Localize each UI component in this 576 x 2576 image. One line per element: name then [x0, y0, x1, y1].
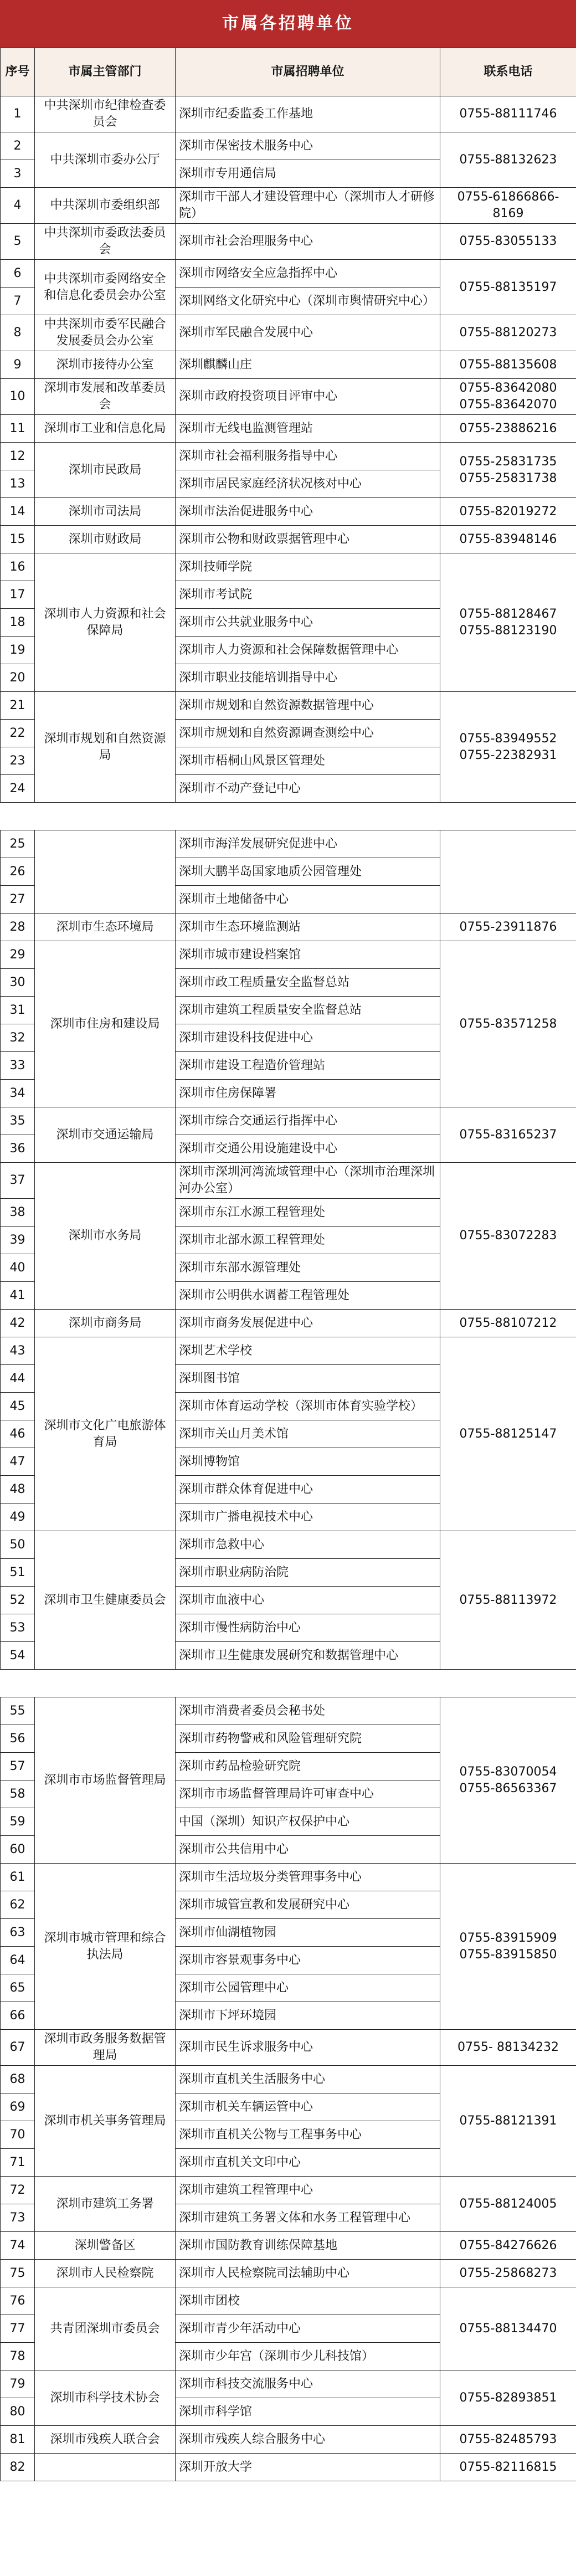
table-row — [1, 830, 576, 858]
department-cell: 中共深圳市委办公厅 — [35, 132, 176, 188]
phone-cell: 0755-88124005 — [440, 2177, 576, 2232]
table-row — [1, 443, 576, 470]
row-index: 53 — [1, 1614, 35, 1642]
phone-cell: 0755-88107212 — [440, 1310, 576, 1337]
unit-cell: 深圳市市场监督管理局许可审查中心 — [176, 1780, 440, 1808]
unit-cell: 深圳市机关车辆运管中心 — [176, 2093, 440, 2121]
phone-cell: 0755-84276626 — [440, 2232, 576, 2260]
department-cell: 中共深圳市委政法委员会 — [35, 224, 176, 260]
department-cell: 深圳市接待办公室 — [35, 351, 176, 379]
row-index: 77 — [1, 2315, 35, 2343]
row-index: 71 — [1, 2149, 35, 2177]
unit-cell: 深圳市政府投资项目评审中心 — [176, 379, 440, 415]
unit-cell: 深圳市直机关文印中心 — [176, 2149, 440, 2177]
department-cell — [35, 830, 176, 914]
department-cell: 深圳市文化广电旅游体育局 — [35, 1337, 176, 1531]
phone-cell: 0755-61866866-8169 — [440, 188, 576, 224]
row-index: 22 — [1, 720, 35, 747]
unit-cell: 深圳市专用通信局 — [176, 160, 440, 188]
row-index: 67 — [1, 2030, 35, 2066]
page-break-spacer — [1, 803, 576, 830]
phone-cell: 0755-83165237 — [440, 1107, 576, 1163]
unit-cell: 深圳市无线电监测管理站 — [176, 415, 440, 443]
row-index: 74 — [1, 2232, 35, 2260]
row-index: 5 — [1, 224, 35, 260]
phone-cell — [440, 830, 576, 914]
department-cell: 共青团深圳市委员会 — [35, 2287, 176, 2370]
row-index: 27 — [1, 886, 35, 914]
unit-cell: 深圳麒麟山庄 — [176, 351, 440, 379]
department-cell: 中共深圳市纪律检查委员会 — [35, 96, 176, 132]
row-index: 1 — [1, 96, 35, 132]
row-index: 30 — [1, 969, 35, 997]
table-row — [1, 2260, 576, 2287]
row-index: 20 — [1, 664, 35, 692]
unit-cell: 深圳市血液中心 — [176, 1587, 440, 1614]
unit-cell: 深圳市建筑工务署文体和水务工程管理中心 — [176, 2204, 440, 2232]
row-index: 37 — [1, 1163, 35, 1199]
table-row — [1, 2454, 576, 2481]
row-index: 16 — [1, 553, 35, 581]
unit-cell: 深圳市公明供水调蓄工程管理处 — [176, 1282, 440, 1310]
row-index: 61 — [1, 1864, 35, 1891]
row-index: 70 — [1, 2121, 35, 2149]
phone-cell: 0755- 88134232 — [440, 2030, 576, 2066]
row-index: 23 — [1, 747, 35, 775]
row-index: 34 — [1, 1080, 35, 1107]
unit-cell: 深圳市广播电视技术中心 — [176, 1503, 440, 1531]
department-cell: 深圳市工业和信息化局 — [35, 415, 176, 443]
table-row — [1, 1864, 576, 1891]
row-index: 2 — [1, 132, 35, 160]
row-index: 80 — [1, 2398, 35, 2426]
unit-cell: 深圳市人力资源和社会保障数据管理中心 — [176, 637, 440, 664]
unit-cell: 深圳市职业病防治院 — [176, 1559, 440, 1587]
unit-cell: 深圳市公共信用中心 — [176, 1836, 440, 1864]
unit-cell: 深圳市容景观事务中心 — [176, 1947, 440, 1974]
department-cell: 深圳市机关事务管理局 — [35, 2066, 176, 2177]
unit-cell: 深圳市慢性病防治中心 — [176, 1614, 440, 1642]
unit-cell: 深圳市青少年活动中心 — [176, 2315, 440, 2343]
unit-cell: 深圳市卫生健康发展研究和数据管理中心 — [176, 1642, 440, 1670]
department-cell: 深圳市科学技术协会 — [35, 2370, 176, 2426]
unit-cell: 深圳市药物警戒和风险管理研究院 — [176, 1725, 440, 1753]
unit-cell: 深圳市科学馆 — [176, 2398, 440, 2426]
department-cell: 深圳市水务局 — [35, 1163, 176, 1310]
unit-cell: 深圳市药品检验研究院 — [176, 1753, 440, 1780]
row-index: 33 — [1, 1052, 35, 1080]
unit-cell: 深圳市少年宫（深圳市少儿科技馆） — [176, 2343, 440, 2370]
unit-cell: 深圳市东部水源管理处 — [176, 1254, 440, 1282]
table-row — [1, 260, 576, 288]
phone-cell: 0755-25831735 0755-25831738 — [440, 443, 576, 498]
table-row — [1, 553, 576, 581]
row-index: 82 — [1, 2454, 35, 2481]
unit-cell: 深圳市规划和自然资源调查测绘中心 — [176, 720, 440, 747]
phone-cell: 0755-25868273 — [440, 2260, 576, 2287]
department-cell: 深圳市市场监督管理局 — [35, 1697, 176, 1864]
row-index: 69 — [1, 2093, 35, 2121]
table-row — [1, 96, 576, 132]
unit-cell: 深圳市网络安全应急指挥中心 — [176, 260, 440, 288]
row-index: 3 — [1, 160, 35, 188]
header-unit: 市属招聘单位 — [176, 48, 440, 96]
unit-cell: 深圳市人民检察院司法辅助中心 — [176, 2260, 440, 2287]
unit-cell: 深圳市政工程质量安全监督总站 — [176, 969, 440, 997]
unit-cell: 深圳市保密技术服务中心 — [176, 132, 440, 160]
row-index: 50 — [1, 1531, 35, 1559]
row-index: 64 — [1, 1947, 35, 1974]
department-cell: 深圳市城市管理和综合执法局 — [35, 1864, 176, 2030]
unit-cell: 深圳市深圳河湾流域管理中心（深圳市治理深圳河办公室） — [176, 1163, 440, 1199]
phone-cell: 0755-23886216 — [440, 415, 576, 443]
phone-cell: 0755-82116815 — [440, 2454, 576, 2481]
department-cell: 中共深圳市委组织部 — [35, 188, 176, 224]
table-row — [1, 1531, 576, 1559]
unit-cell: 深圳大鹏半岛国家地质公园管理处 — [176, 858, 440, 886]
row-index: 42 — [1, 1310, 35, 1337]
unit-cell: 深圳图书馆 — [176, 1365, 440, 1393]
phone-cell: 0755-88134470 — [440, 2287, 576, 2370]
unit-cell: 深圳市住房保障署 — [176, 1080, 440, 1107]
phone-cell: 0755-88111746 — [440, 96, 576, 132]
row-index: 62 — [1, 1891, 35, 1919]
unit-cell: 深圳市社会治理服务中心 — [176, 224, 440, 260]
row-index: 76 — [1, 2287, 35, 2315]
unit-cell: 深圳市民生诉求服务中心 — [176, 2030, 440, 2066]
department-cell: 深圳市政务服务数据管理局 — [35, 2030, 176, 2066]
table-row — [1, 2370, 576, 2398]
unit-cell: 深圳市消费者委员会秘书处 — [176, 1697, 440, 1725]
phone-cell: 0755-82893851 — [440, 2370, 576, 2426]
row-index: 14 — [1, 498, 35, 526]
unit-cell: 深圳艺术学校 — [176, 1337, 440, 1365]
phone-cell: 0755-83642080 0755-83642070 — [440, 379, 576, 415]
page-break-row — [1, 803, 576, 830]
unit-cell: 深圳市社会福利服务指导中心 — [176, 443, 440, 470]
department-cell: 中共深圳市委网络安全和信息化委员会办公室 — [35, 260, 176, 315]
row-index: 73 — [1, 2204, 35, 2232]
row-index: 79 — [1, 2370, 35, 2398]
unit-cell: 深圳市不动产登记中心 — [176, 775, 440, 803]
row-index: 21 — [1, 692, 35, 720]
row-index: 32 — [1, 1024, 35, 1052]
phone-cell: 0755-83949552 0755-22382931 — [440, 692, 576, 803]
unit-cell: 深圳市体育运动学校（深圳市体育实验学校） — [176, 1393, 440, 1420]
header-department: 市属主管部门 — [35, 48, 176, 96]
unit-cell: 深圳市纪委监委工作基地 — [176, 96, 440, 132]
unit-cell: 深圳市急救中心 — [176, 1531, 440, 1559]
phone-cell: 0755-88135608 — [440, 351, 576, 379]
unit-cell: 中国（深圳）知识产权保护中心 — [176, 1808, 440, 1836]
department-cell — [35, 2454, 176, 2481]
row-index: 52 — [1, 1587, 35, 1614]
department-cell: 深圳市司法局 — [35, 498, 176, 526]
department-cell: 深圳市人民检察院 — [35, 2260, 176, 2287]
table-row — [1, 1310, 576, 1337]
unit-cell: 深圳市城市建设档案馆 — [176, 941, 440, 969]
unit-cell: 深圳市建筑工程管理中心 — [176, 2177, 440, 2204]
table-body — [1, 96, 576, 2481]
table-header-row — [1, 48, 576, 96]
table-row — [1, 1107, 576, 1135]
row-index: 36 — [1, 1135, 35, 1163]
row-index: 55 — [1, 1697, 35, 1725]
phone-cell: 0755-88135197 — [440, 260, 576, 315]
department-cell: 深圳市商务局 — [35, 1310, 176, 1337]
row-index: 17 — [1, 581, 35, 609]
row-index: 78 — [1, 2343, 35, 2370]
department-cell: 深圳市建筑工务署 — [35, 2177, 176, 2232]
row-index: 18 — [1, 609, 35, 637]
department-cell: 深圳市残疾人联合会 — [35, 2426, 176, 2454]
phone-cell: 0755-88128467 0755-88123190 — [440, 553, 576, 692]
row-index: 39 — [1, 1227, 35, 1254]
phone-cell: 0755-88113972 — [440, 1531, 576, 1670]
row-index: 63 — [1, 1919, 35, 1947]
row-index: 60 — [1, 1836, 35, 1864]
table-row — [1, 379, 576, 415]
row-index: 26 — [1, 858, 35, 886]
row-index: 25 — [1, 830, 35, 858]
table-row — [1, 692, 576, 720]
unit-cell: 深圳市生态环境监测站 — [176, 914, 440, 941]
table-row — [1, 1163, 576, 1199]
unit-cell: 深圳市关山月美术馆 — [176, 1420, 440, 1448]
unit-cell: 深圳市生活垃圾分类管理事务中心 — [176, 1864, 440, 1891]
unit-cell: 深圳市建设科技促进中心 — [176, 1024, 440, 1052]
table-row — [1, 2030, 576, 2066]
phone-cell: 0755-88125147 — [440, 1337, 576, 1531]
unit-cell: 深圳市军民融合发展中心 — [176, 315, 440, 351]
table-row — [1, 2426, 576, 2454]
unit-cell: 深圳市公物和财政票据管理中心 — [176, 526, 440, 553]
row-index: 28 — [1, 914, 35, 941]
department-cell: 深圳市规划和自然资源局 — [35, 692, 176, 803]
unit-cell: 深圳市干部人才建设管理中心（深圳市人才研修院） — [176, 188, 440, 224]
unit-cell: 深圳市国防教育训练保障基地 — [176, 2232, 440, 2260]
unit-cell: 深圳开放大学 — [176, 2454, 440, 2481]
table-row — [1, 315, 576, 351]
phone-cell: 0755-88132623 — [440, 132, 576, 188]
table-row — [1, 2232, 576, 2260]
department-cell: 深圳警备区 — [35, 2232, 176, 2260]
phone-cell: 0755-23911876 — [440, 914, 576, 941]
table-row — [1, 415, 576, 443]
row-index: 35 — [1, 1107, 35, 1135]
unit-cell: 深圳市群众体育促进中心 — [176, 1476, 440, 1503]
row-index: 10 — [1, 379, 35, 415]
unit-cell: 深圳市职业技能培训指导中心 — [176, 664, 440, 692]
unit-cell: 深圳市综合交通运行指挥中心 — [176, 1107, 440, 1135]
department-cell: 深圳市民政局 — [35, 443, 176, 498]
phone-cell: 0755-88120273 — [440, 315, 576, 351]
unit-cell: 深圳网络文化研究中心（深圳市舆情研究中心） — [176, 288, 440, 315]
unit-cell: 深圳市北部水源工程管理处 — [176, 1227, 440, 1254]
phone-cell: 0755-83948146 — [440, 526, 576, 553]
unit-cell: 深圳市仙湖植物园 — [176, 1919, 440, 1947]
table-row — [1, 132, 576, 160]
row-index: 12 — [1, 443, 35, 470]
unit-cell: 深圳市建设工程造价管理站 — [176, 1052, 440, 1080]
row-index: 43 — [1, 1337, 35, 1365]
unit-cell: 深圳市团校 — [176, 2287, 440, 2315]
unit-cell: 深圳市交通公用设施建设中心 — [176, 1135, 440, 1163]
unit-cell: 深圳市海洋发展研究促进中心 — [176, 830, 440, 858]
table-row — [1, 2066, 576, 2093]
row-index: 31 — [1, 997, 35, 1024]
table-row — [1, 2287, 576, 2315]
unit-cell: 深圳市城管宣教和发展研究中心 — [176, 1891, 440, 1919]
phone-cell: 0755-83072283 — [440, 1163, 576, 1310]
row-index: 54 — [1, 1642, 35, 1670]
row-index: 58 — [1, 1780, 35, 1808]
phone-cell: 0755-83070054 0755-86563367 — [440, 1697, 576, 1864]
page-break-row — [1, 1670, 576, 1697]
table-row — [1, 224, 576, 260]
phone-cell: 0755-83915909 0755-83915850 — [440, 1864, 576, 2030]
row-index: 49 — [1, 1503, 35, 1531]
unit-cell: 深圳市法治促进服务中心 — [176, 498, 440, 526]
header-phone: 联系电话 — [440, 48, 576, 96]
row-index: 9 — [1, 351, 35, 379]
row-index: 57 — [1, 1753, 35, 1780]
department-cell: 中共深圳市委军民融合发展委员会办公室 — [35, 315, 176, 351]
department-cell: 深圳市住房和建设局 — [35, 941, 176, 1107]
unit-cell: 深圳市直机关生活服务中心 — [176, 2066, 440, 2093]
row-index: 44 — [1, 1365, 35, 1393]
row-index: 59 — [1, 1808, 35, 1836]
row-index: 8 — [1, 315, 35, 351]
phone-cell: 0755-82485793 — [440, 2426, 576, 2454]
recruitment-table — [0, 48, 576, 2481]
unit-cell: 深圳市公共就业服务中心 — [176, 609, 440, 637]
row-index: 48 — [1, 1476, 35, 1503]
table-row — [1, 1337, 576, 1365]
table-row — [1, 188, 576, 224]
unit-cell: 深圳市考试院 — [176, 581, 440, 609]
row-index: 4 — [1, 188, 35, 224]
row-index: 47 — [1, 1448, 35, 1476]
row-index: 65 — [1, 1974, 35, 2002]
table-row — [1, 2177, 576, 2204]
phone-cell: 0755-83055133 — [440, 224, 576, 260]
unit-cell: 深圳市建筑工程质量安全监督总站 — [176, 997, 440, 1024]
table-row — [1, 526, 576, 553]
phone-cell: 0755-82019272 — [440, 498, 576, 526]
table-row — [1, 914, 576, 941]
table-row — [1, 1697, 576, 1725]
unit-cell: 深圳市商务发展促进中心 — [176, 1310, 440, 1337]
row-index: 75 — [1, 2260, 35, 2287]
row-index: 15 — [1, 526, 35, 553]
row-index: 11 — [1, 415, 35, 443]
row-index: 51 — [1, 1559, 35, 1587]
row-index: 29 — [1, 941, 35, 969]
phone-cell: 0755-83571258 — [440, 941, 576, 1107]
page-break-spacer — [1, 1670, 576, 1697]
row-index: 66 — [1, 2002, 35, 2030]
department-cell: 深圳市交通运输局 — [35, 1107, 176, 1163]
row-index: 6 — [1, 260, 35, 288]
row-index: 45 — [1, 1393, 35, 1420]
unit-cell: 深圳市下坪环境园 — [176, 2002, 440, 2030]
unit-cell: 深圳市土地储备中心 — [176, 886, 440, 914]
unit-cell: 深圳市居民家庭经济状况核对中心 — [176, 470, 440, 498]
row-index: 72 — [1, 2177, 35, 2204]
row-index: 40 — [1, 1254, 35, 1282]
banner-title: 市属各招聘单位 — [0, 0, 576, 48]
unit-cell: 深圳市梧桐山风景区管理处 — [176, 747, 440, 775]
row-index: 24 — [1, 775, 35, 803]
department-cell: 深圳市人力资源和社会保障局 — [35, 553, 176, 692]
unit-cell: 深圳市直机关公物与工程事务中心 — [176, 2121, 440, 2149]
row-index: 7 — [1, 288, 35, 315]
row-index: 13 — [1, 470, 35, 498]
header-index: 序号 — [1, 48, 35, 96]
department-cell: 深圳市生态环境局 — [35, 914, 176, 941]
department-cell: 深圳市发展和改革委员会 — [35, 379, 176, 415]
row-index: 56 — [1, 1725, 35, 1753]
department-cell: 深圳市卫生健康委员会 — [35, 1531, 176, 1670]
row-index: 46 — [1, 1420, 35, 1448]
phone-cell: 0755-88121391 — [440, 2066, 576, 2177]
unit-cell: 深圳市规划和自然资源数据管理中心 — [176, 692, 440, 720]
unit-cell: 深圳技师学院 — [176, 553, 440, 581]
row-index: 68 — [1, 2066, 35, 2093]
unit-cell: 深圳市东江水源工程管理处 — [176, 1199, 440, 1227]
unit-cell: 深圳市科技交流服务中心 — [176, 2370, 440, 2398]
table-row — [1, 941, 576, 969]
table-row — [1, 498, 576, 526]
department-cell: 深圳市财政局 — [35, 526, 176, 553]
row-index: 41 — [1, 1282, 35, 1310]
unit-cell: 深圳博物馆 — [176, 1448, 440, 1476]
unit-cell: 深圳市公园管理中心 — [176, 1974, 440, 2002]
row-index: 81 — [1, 2426, 35, 2454]
row-index: 19 — [1, 637, 35, 664]
unit-cell: 深圳市残疾人综合服务中心 — [176, 2426, 440, 2454]
row-index: 38 — [1, 1199, 35, 1227]
table-row — [1, 351, 576, 379]
